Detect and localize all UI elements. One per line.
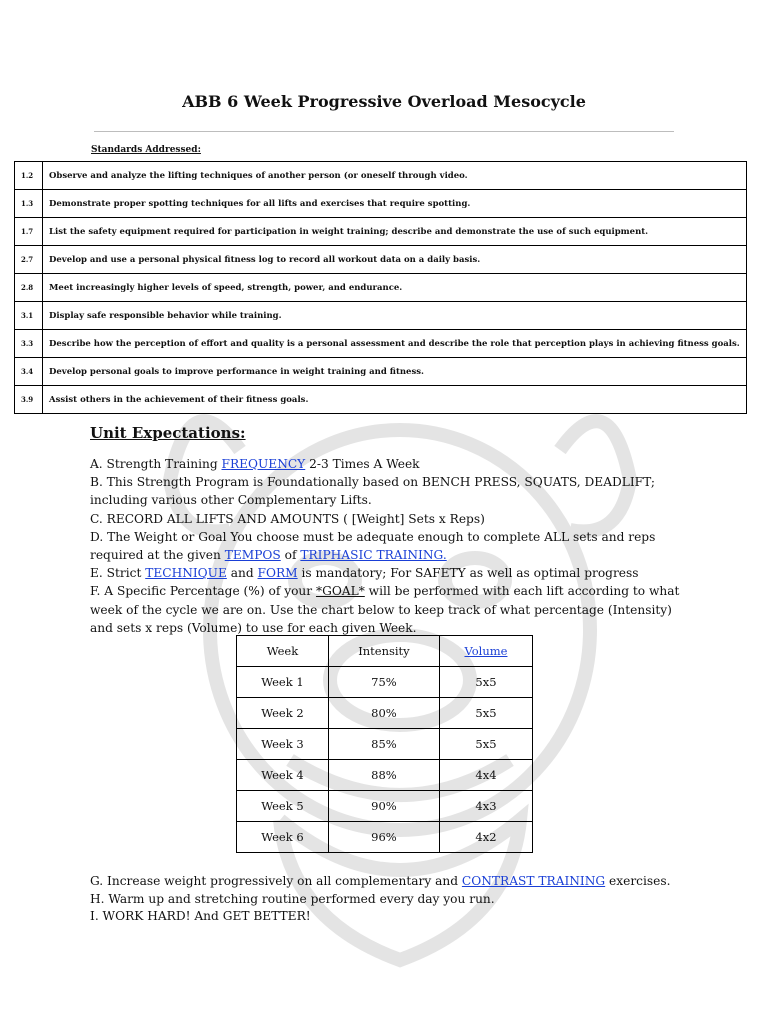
week-intensity-cell: 75% [328, 667, 439, 698]
week-row [237, 698, 533, 729]
standard-row [15, 330, 747, 358]
expectation-c: C. RECORD ALL LIFTS AND AMOUNTS ( [Weight] Sets x Reps) [90, 511, 485, 526]
week-intensity-cell: 80% [328, 698, 439, 729]
standard-code: 2.8 [15, 274, 43, 302]
week-intensity-cell: 85% [328, 729, 439, 760]
expectation-b: B. This Strength Program is Foundationally based on BENCH PRESS, SQUATS, DEADLIFT; including various other Complementary Lifts. [90, 475, 655, 508]
volume-header [439, 636, 532, 667]
standard-code: 3.4 [15, 358, 43, 386]
triphasic-training-link[interactable]: TRIPHASIC TRAINING. [300, 548, 447, 563]
standards-table [14, 161, 747, 414]
week-week-cell: Week 5 [237, 791, 329, 822]
standard-row [15, 358, 747, 386]
week-week-cell: Week 6 [237, 822, 329, 853]
week-intensity-cell: 90% [328, 791, 439, 822]
standard-code: 3.3 [15, 330, 43, 358]
standard-code: 3.1 [15, 302, 43, 330]
week-week-cell: Week 1 [237, 667, 329, 698]
expectation-i: I. WORK HARD! And GET BETTER! [90, 909, 311, 923]
week-intensity-cell: 88% [328, 760, 439, 791]
standard-row [15, 162, 747, 190]
expectation-h: H. Warm up and stretching routine performed every day you run. [90, 891, 495, 906]
closing-list [90, 873, 710, 926]
standard-code: 3.9 [15, 386, 43, 414]
standard-text: Assist others in the achievement of their fitness goals. [43, 386, 747, 414]
week-volume-cell: 5x5 [439, 729, 532, 760]
technique-link[interactable]: TECHNIQUE [145, 566, 227, 581]
tempos-link[interactable]: TEMPOS [224, 548, 281, 563]
form-link[interactable]: FORM [257, 566, 298, 581]
expectations-list [90, 455, 690, 637]
week-intensity-cell: 96% [328, 822, 439, 853]
standard-row [15, 274, 747, 302]
standard-text: Observe and analyze the lifting techniques of another person (or oneself through video. [43, 162, 747, 190]
standard-code: 1.2 [15, 162, 43, 190]
volume-link[interactable]: Volume [464, 644, 508, 658]
week-row [237, 667, 533, 698]
week-row [237, 760, 533, 791]
standard-text: List the safety equipment required for participation in weight training; describe and demonstrate the use of such equipment. [43, 218, 747, 246]
week-week-cell: Week 3 [237, 729, 329, 760]
standard-row [15, 302, 747, 330]
expectation-g: G. Increase weight progressively on all complementary and CONTRAST TRAINING exercises. [90, 874, 671, 888]
goal-text: *GOAL* [315, 584, 365, 599]
standard-text: Describe how the perception of effort and quality is a personal assessment and describe the role that perception plays in achieving fitness goals. [43, 330, 747, 358]
standard-text: Develop personal goals to improve performance in weight training and fitness. [43, 358, 747, 386]
week-week-cell: Week 2 [237, 698, 329, 729]
standard-code: 2.7 [15, 246, 43, 274]
expectation-e: E. Strict TECHNIQUE and FORM is mandatory; For SAFETY as well as optimal progress [90, 566, 639, 581]
expectation-d: D. The Weight or Goal You choose must be adequate enough to complete ALL sets and reps required at the given TEMPOS of TRIPHASIC TRAINING. [90, 529, 656, 563]
standard-text: Display safe responsible behavior while training. [43, 302, 747, 330]
contrast-training-link[interactable]: CONTRAST TRAINING [461, 874, 606, 888]
title-divider [94, 131, 674, 132]
standard-row [15, 218, 747, 246]
standard-text: Develop and use a personal physical fitness log to record all workout data on a daily basis. [43, 246, 747, 274]
standard-code: 1.3 [15, 190, 43, 218]
week-volume-cell: 5x5 [439, 667, 532, 698]
week-volume-cell: 4x3 [439, 791, 532, 822]
week-row [237, 791, 533, 822]
standard-text: Meet increasingly higher levels of speed, strength, power, and endurance. [43, 274, 747, 302]
standards-heading: Standards Addressed: [91, 145, 201, 155]
intensity-header: Intensity [328, 636, 439, 667]
standard-row [15, 246, 747, 274]
expectation-f: F. A Specific Percentage (%) of your *GOAL* will be performed with each lift according to what week of the cycle we are on. Use the chart below to keep track of what percentage (Intensity) and sets x reps (Volume) to use for each given Week. [90, 584, 680, 635]
standard-row [15, 386, 747, 414]
week-week-cell: Week 4 [237, 760, 329, 791]
week-header: Week [237, 636, 329, 667]
unit-expectations-heading: Unit Expectations: [90, 424, 246, 442]
standard-code: 1.7 [15, 218, 43, 246]
week-row [237, 729, 533, 760]
standard-row [15, 190, 747, 218]
week-volume-cell: 4x2 [439, 822, 532, 853]
week-intensity-table [236, 635, 533, 853]
standard-text: Demonstrate proper spotting techniques for all lifts and exercises that require spotting. [43, 190, 747, 218]
week-volume-cell: 4x4 [439, 760, 532, 791]
week-row [237, 822, 533, 853]
week-volume-cell: 5x5 [439, 698, 532, 729]
expectation-a: A. Strength Training FREQUENCY 2-3 Times A Week [90, 457, 420, 471]
frequency-link[interactable]: FREQUENCY [221, 457, 306, 471]
page-title: ABB 6 Week Progressive Overload Mesocycle [182, 92, 586, 111]
